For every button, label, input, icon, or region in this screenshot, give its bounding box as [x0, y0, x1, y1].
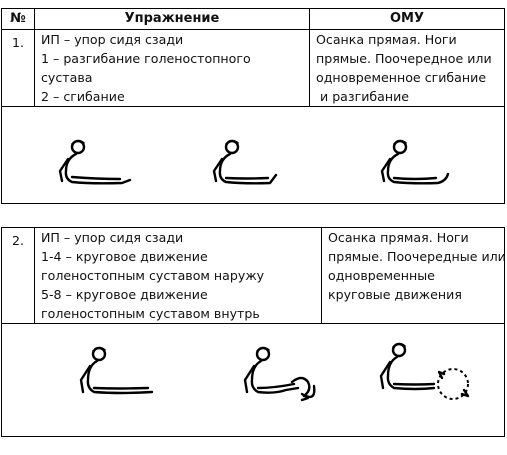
illustration-row: [2, 107, 505, 204]
exercise-text: [35, 228, 322, 324]
illustration-cell: [2, 107, 505, 204]
seated-figure-icon: [245, 348, 298, 393]
omu-text: [310, 30, 505, 107]
table-row: [2, 30, 505, 107]
dashed-circle-rotation-icon: [438, 369, 468, 399]
omu-line: и разгибание: [316, 89, 410, 104]
exercise-line: ИП – упор сидя сзади: [41, 230, 184, 245]
seated-figure-icon: [381, 344, 434, 389]
exercise-text: [35, 30, 310, 107]
omu-line: прямые. Поочередные или: [328, 249, 506, 264]
exercise-line: 5-8 – круговое движение: [41, 287, 208, 302]
header-row: [2, 9, 505, 30]
exercise-2-illustration: [2, 324, 505, 436]
exercise-line: голеностопным суставом наружу: [41, 268, 265, 283]
omu-line: Оcанка прямая. Ноги: [316, 32, 457, 47]
omu-line: круговые движения: [328, 287, 462, 302]
exercise-line: 1 – разгибание голеностопного: [41, 51, 251, 66]
seated-figure-icon: [214, 141, 276, 184]
exercise-1-illustration: [2, 107, 505, 203]
header-exercise: Упражнение: [35, 9, 310, 30]
omu-line: Оcанка прямая. Ноги: [328, 230, 469, 245]
exercise-table-1: [1, 8, 505, 204]
exercise-line: 1-4 – круговое движение: [41, 249, 208, 264]
illustration-cell: [2, 324, 505, 437]
seated-figure-icon: [60, 141, 130, 184]
header-num: №: [2, 9, 35, 30]
omu-line: одновременные: [328, 268, 435, 283]
row-number: 2.: [11, 233, 25, 248]
omu-text: [322, 228, 505, 324]
omu-line: одновременное сгибание: [316, 70, 487, 85]
exercise-line: ИП – упор сидя сзади: [41, 32, 184, 47]
exercise-line: голеностопным суставом внутрь: [41, 306, 260, 321]
row-number: 1.: [11, 35, 25, 50]
illustration-row: [2, 324, 505, 437]
seated-figure-icon: [81, 348, 152, 393]
exercise-table-2: [1, 227, 505, 437]
header-omu: ОМУ: [310, 9, 505, 30]
omu-line: прямые. Поочередное или: [316, 51, 492, 66]
exercise-line: 2 – сгибание: [41, 89, 125, 104]
table-row: [2, 228, 505, 324]
exercise-line: сустава: [41, 70, 93, 85]
seated-figure-icon: [382, 141, 448, 184]
